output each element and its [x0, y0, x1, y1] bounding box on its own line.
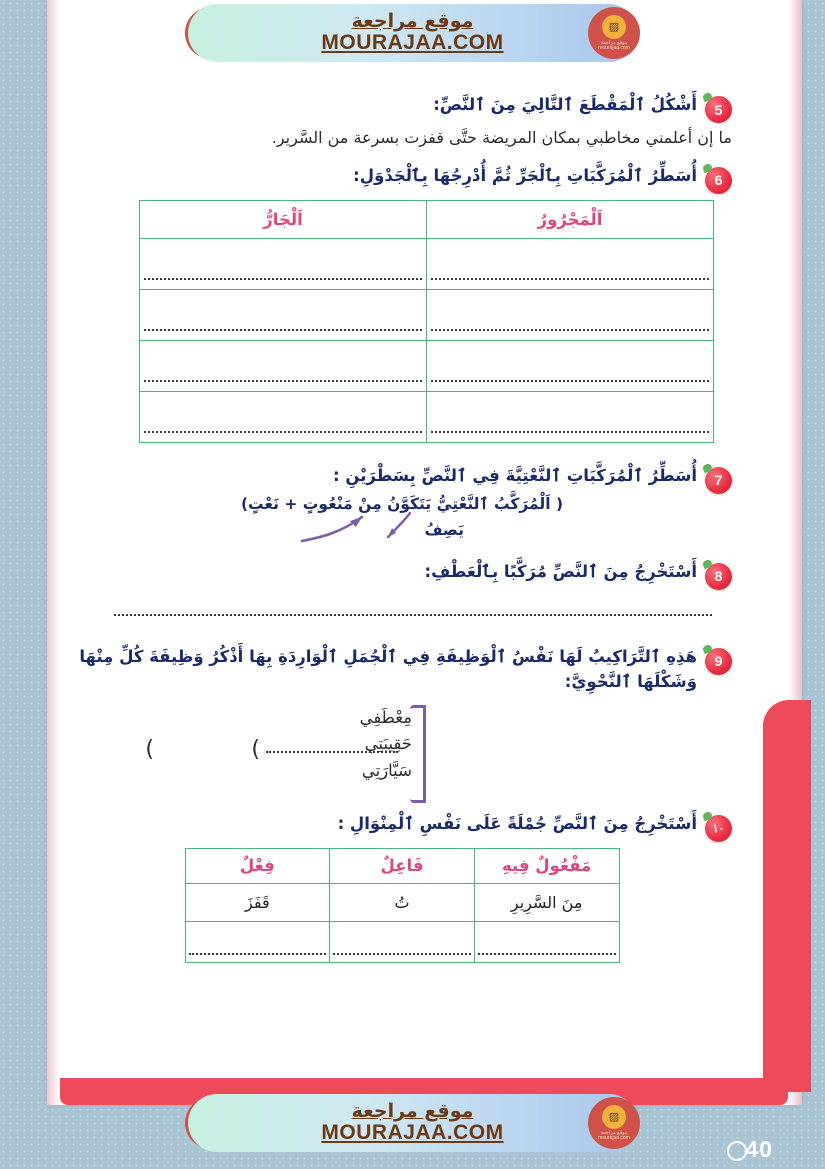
- exercise-7-head: [72, 463, 732, 494]
- table-minwal-cell: [474, 883, 619, 921]
- table-row[interactable]: [140, 238, 714, 289]
- table-jar-header-row: [140, 200, 714, 238]
- list-item: حَقِيبَتِي: [364, 734, 412, 754]
- spacer: [72, 618, 732, 644]
- exercise-8-badge-number: 8: [714, 568, 723, 585]
- exercise-7-note: ( اَلْمُرَكَّبُ ٱلنَّعْتِيُّ يَتَكَوَّنُ مِنْ مَنْعُوتٍ + نَعْتٍ): [240, 494, 564, 513]
- exercise-9-paren-close: ): [145, 736, 154, 762]
- table-jar-answer-cell[interactable]: [427, 238, 714, 289]
- dotted-rule: [189, 953, 327, 955]
- table-row[interactable]: [140, 289, 714, 340]
- exercise-5: [72, 92, 732, 151]
- exercise-7-badge-number: 7: [714, 472, 723, 489]
- page-number-value: 40: [745, 1136, 773, 1162]
- dotted-rule: [333, 953, 471, 955]
- site-logo-caption: موقع مراجعة mourajaa.com: [598, 39, 630, 51]
- exercise-9-badge: [705, 648, 732, 675]
- dotted-rule: [431, 431, 709, 433]
- exercise-7-title: أُسَطِّرُ ٱلْمُرَكَّبَاتِ ٱلنَّعْتِيَّةَ فِي ٱلنَّصِّ بِسَطْرَيْنِ :: [333, 465, 697, 485]
- table-minwal-answer-cell[interactable]: [330, 921, 475, 962]
- exercise-6-head: [72, 163, 732, 194]
- list-item: مِعْطَفِي: [359, 707, 412, 727]
- exercise-10-badge: [705, 815, 732, 842]
- exercise-9-answer-line[interactable]: [266, 751, 398, 753]
- dotted-rule: [144, 380, 422, 382]
- exercise-10-head: [72, 811, 732, 842]
- leaf-icon: [702, 811, 713, 821]
- watermark-site-url: MOURAJAA.COM: [321, 30, 504, 54]
- table-minwal-header-fil: فِعْلٌ: [239, 856, 275, 876]
- exercise-8-title: أَسْتَخْرِجُ مِنَ ٱلنَّصِّ مُرَكَّبًا بِٱلْعَطْفِ:: [424, 561, 697, 581]
- table-minwal-cell: [330, 883, 475, 921]
- exercise-6-title: أُسَطِّرُ ٱلْمُرَكَّبَاتِ بِٱلْجَرِّ ثُمَّ أُدْرِجُهَا بِٱلْجَدْوَلِ:: [353, 165, 697, 185]
- exercise-10-badge-number: ١٠: [712, 822, 725, 835]
- exercise-9-word-list: [360, 705, 412, 785]
- exercise-7: [72, 463, 732, 547]
- table-jar-header-majrour: اَلْمَجْرُورُ: [537, 209, 603, 229]
- table-minwal-header-cell: [330, 848, 475, 883]
- leaf-icon: [702, 558, 713, 568]
- watermark-banner-bottom: [0, 1092, 825, 1154]
- watermark-pill[interactable]: [188, 4, 638, 62]
- exercise-9-title: هَذِهِ ٱلتَّرَاكِيبُ لَهَا نَفْسُ ٱلْوَظِيفَةِ فِي ٱلْجُمَلِ ٱلْوَارِدَةِ بِهَا أَذْكُرُ وَظِيفَةَ كُلِّ مِنْهَا وَشَكْلَهَا ٱلنَّحْوِيَّ:: [79, 646, 697, 692]
- leaf-icon: [702, 643, 713, 653]
- spacer: [72, 590, 732, 614]
- spacer: [72, 153, 732, 163]
- exercise-8-answer-line[interactable]: [114, 614, 712, 616]
- exercise-6-badge: [705, 167, 732, 194]
- exercise-7-badge: [705, 467, 732, 494]
- exercise-7-arrow-annotation: [72, 513, 732, 547]
- table-row: [185, 883, 619, 921]
- site-logo-caption: موقع مراجعة mourajaa.com: [598, 1129, 630, 1141]
- exercise-10-title: أَسْتَخْرِجُ مِنَ ٱلنَّصِّ جُمْلَةً عَلَى نَفْسِ ٱلْمِنْوَالِ :: [337, 813, 697, 833]
- table-minwal-header-row: [185, 848, 619, 883]
- exercise-5-sentence: ما إن أعلمني مخاطبي بمكان المريضة حتَّى قفزت بسرعة من السَّرير.: [271, 128, 732, 147]
- exercise-10: [72, 811, 732, 963]
- exercise-9-head: [72, 644, 732, 695]
- exercise-5-badge-number: 5: [714, 101, 723, 118]
- book-glyph-icon: ▨: [602, 1105, 626, 1129]
- table-jar-answer-cell[interactable]: [140, 238, 427, 289]
- table-jar-answer-cell[interactable]: [140, 391, 427, 442]
- exercise-8-badge: [705, 563, 732, 590]
- exercise-7-arrow-label: يَصِفُ: [424, 520, 464, 539]
- table-jar-answer-cell[interactable]: [140, 340, 427, 391]
- page-edge-left: [47, 0, 60, 1105]
- spacer: [72, 549, 732, 559]
- table-jar-answer-cell[interactable]: [427, 289, 714, 340]
- table-row[interactable]: [140, 340, 714, 391]
- leaf-icon: [702, 462, 713, 472]
- table-minwal-header-cell: [185, 848, 330, 883]
- table-row[interactable]: [185, 921, 619, 962]
- exercise-8-head: [72, 559, 732, 590]
- table-minwal-header-fail: فَاعِلٌ: [380, 856, 424, 876]
- exercise-9-answer-block: [72, 701, 732, 809]
- dotted-rule: [478, 953, 616, 955]
- decorative-red-band-right: [763, 700, 811, 1092]
- dotted-rule: [431, 278, 709, 280]
- table-jar-header-cell: [140, 200, 427, 238]
- spacer: [72, 445, 732, 463]
- exercise-6: [72, 163, 732, 443]
- exercise-9: [72, 644, 732, 809]
- watermark-arabic-text: موقع مراجعة: [351, 1100, 474, 1122]
- leaf-icon: [702, 92, 713, 102]
- table-minwal-answer-cell[interactable]: [185, 921, 330, 962]
- table-minwal-answer-cell[interactable]: [474, 921, 619, 962]
- watermark-site-url: MOURAJAA.COM: [321, 1120, 504, 1144]
- watermark-pill[interactable]: [188, 1094, 638, 1152]
- table-minwal-cell: [185, 883, 330, 921]
- table-jar-answer-cell[interactable]: [427, 340, 714, 391]
- exercise-5-title: أَشْكُلُ ٱلْمَقْطَعَ ٱلتَّالِيَ مِنَ ٱلنَّصِّ:: [433, 95, 697, 114]
- exercise-5-badge: [705, 96, 732, 123]
- table-minwal-header-mafoul: مَفْعُولٌ فِيهِ: [501, 856, 592, 876]
- table-minwal: [185, 848, 620, 963]
- exercise-9-badge-number: 9: [714, 653, 723, 670]
- table-jar-header-cell: [427, 200, 714, 238]
- book-glyph-icon: ▨: [602, 15, 626, 39]
- table-minwal-value: مِنَ السَّرِيرِ: [510, 892, 583, 912]
- purple-bracket-icon: [410, 705, 426, 803]
- watermark-arabic-text: موقع مراجعة: [351, 10, 474, 32]
- watermark-banner-top: [0, 2, 825, 64]
- curved-arrow-icon: [292, 507, 432, 547]
- dotted-rule: [144, 431, 422, 433]
- exercise-8: [72, 559, 732, 616]
- dotted-rule: [431, 380, 709, 382]
- table-minwal-value: قَفَزَ: [245, 892, 270, 912]
- table-minwal-header-cell: [474, 848, 619, 883]
- table-row[interactable]: [140, 391, 714, 442]
- dotted-rule: [144, 278, 422, 280]
- table-jar-header-jar: اَلْجَارُّ: [263, 209, 303, 229]
- exercise-5-head: [72, 92, 732, 123]
- table-minwal-value: تُ: [394, 892, 410, 912]
- site-logo-icon: [588, 7, 640, 59]
- dotted-rule: [431, 329, 709, 331]
- leaf-icon: [702, 162, 713, 172]
- list-item: سَيَّارَتِي: [361, 761, 412, 781]
- worksheet-content: [72, 92, 732, 965]
- table-jar-answer-cell[interactable]: [427, 391, 714, 442]
- exercise-6-badge-number: 6: [714, 172, 723, 189]
- table-jar-answer-cell[interactable]: [140, 289, 427, 340]
- dotted-rule: [144, 329, 422, 331]
- table-jar-majrour: [139, 200, 714, 443]
- exercise-9-paren-open: ): [251, 736, 260, 762]
- site-logo-icon: [588, 1097, 640, 1149]
